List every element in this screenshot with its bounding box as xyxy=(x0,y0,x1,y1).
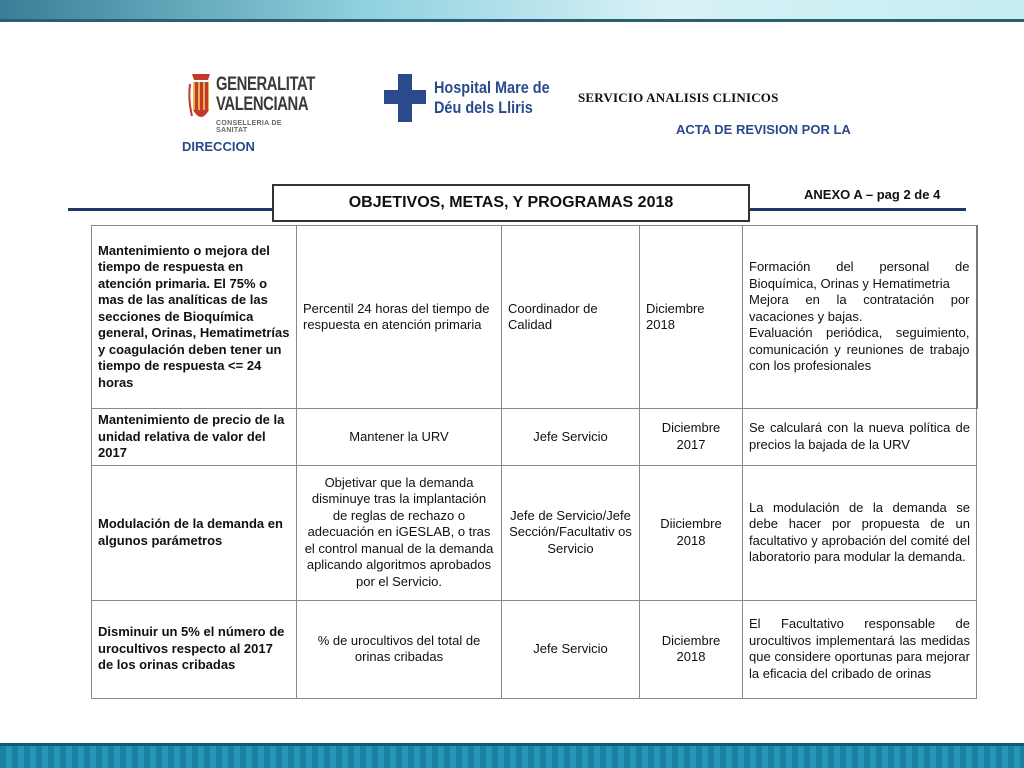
indicator-cell: Mantener la URV xyxy=(297,409,502,466)
actions-cell: El Facultativo responsable de urocultivos implementará las medidas que considere oportunas para mejorar la eficacia del cribado de orinas xyxy=(743,600,977,698)
table-row xyxy=(92,226,977,409)
deadline-cell: Diciembre 2017 xyxy=(640,409,743,466)
acta-title-line1: ACTA DE REVISION POR LA xyxy=(676,122,851,137)
actions-cell xyxy=(743,226,977,409)
logo-text-valenciana: VALENCIANA xyxy=(216,94,309,115)
responsible-cell: Coordinador de Calidad xyxy=(502,226,640,409)
acta-title-line2: DIRECCION xyxy=(182,139,255,154)
responsible-cell: Jefe Servicio xyxy=(502,600,640,698)
objective-cell: Modulación de la demanda en algunos parámetros xyxy=(92,465,297,600)
logo-text-generalitat: GENERALITAT xyxy=(216,74,315,95)
table-row xyxy=(92,409,977,466)
actions-cell: Se calculará con la nueva política de precios la bajada de la URV xyxy=(743,409,977,466)
top-decorative-band xyxy=(0,0,1024,22)
generalitat-valenciana-logo xyxy=(188,70,313,136)
hospital-name-line1: Hospital Mare de xyxy=(434,78,550,97)
hospital-logo xyxy=(384,74,550,126)
document-title: OBJETIVOS, METAS, Y PROGRAMAS 2018 xyxy=(272,184,750,222)
deadline-cell: Diiciembre 2018 xyxy=(640,465,743,600)
objective-cell: Mantenimiento o mejora del tiempo de respuesta en atención primaria. El 75% o mas de las analíticas de las secciones de Bioquímica general, Orinas, Hematimetrías y coagulación deben tener un tiempo de respuesta <= 24 horas xyxy=(92,226,297,409)
deadline-cell: Diciembre 2018 xyxy=(640,226,743,409)
service-name: SERVICIO ANALISIS CLINICOS xyxy=(578,90,779,105)
action-text: Evaluación periódica, seguimiento, comunicación y reuniones de trabajo con los profesionales xyxy=(749,325,970,374)
actions-cell: La modulación de la demanda se debe hacer por propuesta de un facultativo y aprobación del comité del laboratorio para modular la demanda. xyxy=(743,465,977,600)
objective-cell: Disminuir un 5% el número de urocultivos respecto al 2017 de los orinas cribadas xyxy=(92,600,297,698)
objective-cell: Mantenimiento de precio de la unidad relativa de valor del 2017 xyxy=(92,409,297,466)
bottom-decorative-band xyxy=(0,743,1024,768)
objectives-table xyxy=(91,225,978,699)
page-reference: ANEXO A – pag 2 de 4 xyxy=(804,187,941,202)
action-text: Mejora en la contratación por vacaciones y bajas. xyxy=(749,292,970,324)
logo-text-conselleria: CONSELLERIA DE SANITAT xyxy=(216,120,282,134)
table-row xyxy=(92,465,977,600)
indicator-cell: % de urocultivos del total de orinas cribadas xyxy=(297,600,502,698)
responsible-cell: Jefe de Servicio/Jefe Sección/Facultativ os Servicio xyxy=(502,465,640,600)
indicator-cell: Objetivar que la demanda disminuye tras la implantación de reglas de rechazo o adecuación en iGESLAB, o tras el control manual de la demanda aplicando algoritmos aprobados por el Servicio. xyxy=(297,465,502,600)
table-row xyxy=(92,600,977,698)
generalitat-emblem-icon xyxy=(188,70,214,128)
action-text: Formación del personal de Bioquímica, Orinas y Hematimetria xyxy=(749,259,970,291)
medical-cross-icon xyxy=(384,74,426,122)
indicator-cell: Percentil 24 horas del tiempo de respuesta en atención primaria xyxy=(297,226,502,409)
deadline-cell: Diciembre 2018 xyxy=(640,600,743,698)
responsible-cell: Jefe Servicio xyxy=(502,409,640,466)
hospital-name-line2: Déu dels Lliris xyxy=(434,98,533,117)
